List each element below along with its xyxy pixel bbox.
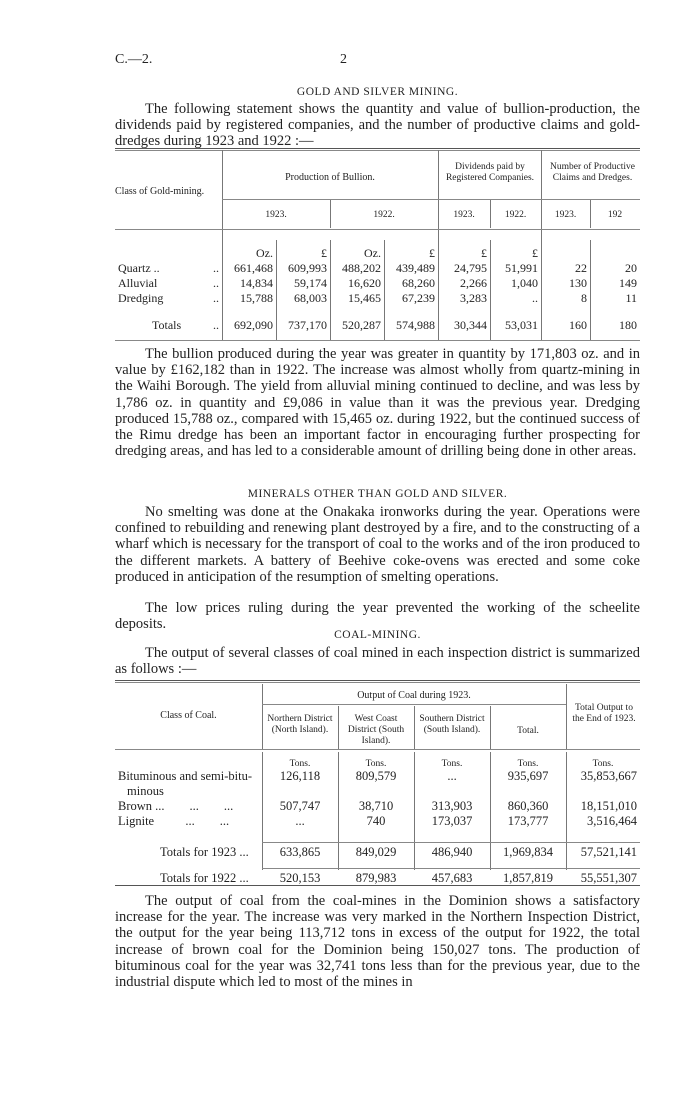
minerals-paragraph-2: The low prices ruling during the year prevented the working of the scheelite deposits.: [115, 600, 640, 633]
table-row: Lignite ... ... ... 740 173,037 173,777 3,516,464: [118, 814, 637, 828]
coal-section-title: COAL-MINING.: [334, 629, 421, 641]
coal-header-south: Southern District (South Island).: [419, 714, 485, 735]
minerals-section-title: MINERALS OTHER THAN GOLD AND SILVER.: [247, 488, 508, 500]
totals-row: Totals .. 692,090 737,170 520,287 574,988 30,344 53,031 160 180: [152, 318, 637, 332]
gold-header-class: Class of Gold-mining.: [115, 186, 205, 197]
unit-oz-1922: Oz.: [364, 246, 381, 260]
gold-year-1923-dividends: 1923.: [453, 210, 475, 220]
coal-header-north: Northern District (North Island).: [267, 714, 333, 735]
gold-header-number: Number of Productive Claims and Dredges.: [550, 162, 635, 183]
coal-header-total: Total.: [517, 726, 539, 736]
table-row: Bituminous and semi-bitu- 126,118 809,579 ... 935,697 35,853,667: [118, 769, 637, 783]
gold-section-title: GOLD AND SILVER MINING.: [296, 86, 459, 98]
gold-year-1923-number: 1923.: [554, 210, 577, 220]
totals-row: Totals for 1923 ... 633,865 849,029 486,940 1,969,834 57,521,141: [160, 844, 637, 859]
unit-oz-1923: Oz.: [256, 246, 273, 260]
unit-pound-div-1922: £: [532, 246, 538, 260]
table-row: Alluvial .. 14,834 59,174 16,620 68,260 2,266 1,040 130 149: [118, 276, 637, 290]
unit-tons: Tons.: [289, 758, 311, 769]
gold-year-1922-number: 192: [607, 210, 623, 220]
coal-intro: The output of several classes of coal mined in each inspection district is summarized as follows :—: [115, 645, 640, 678]
coal-header-output: Output of Coal during 1923.: [357, 690, 471, 701]
unit-tons: Tons.: [365, 758, 387, 769]
minerals-paragraph-1: No smelting was done at the Onakaka ironworks during the year. Operations were confined to rebuilding and renewing plant destroyed by a fire, and to the constructing of a wharf which is necessary for the transport of coal to the works and of the iron produced to the different markets. A battery of Beehive coke-ovens was erected and some coke produced in anticipation of the resumption of smelting operations.: [115, 504, 640, 585]
gold-paragraph: The bullion produced during the year was greater in quantity by 171,803 oz. and in value by £162,182 than in 1922. The increase was almost wholly from quartz-mining in the Waihi Borough. The yield from alluvial mining continued to decline, and was less by 1,786 oz. in quantity and £9,086 in value than it was the previous year. Dredging produced 15,788 oz., compared with 15,465 oz. during 1922, but the continued success of the Rimu dredge has been an important factor in encouraging further prospecting for dredging areas, and has led to a considerable amount of drilling being done in other areas.: [115, 346, 640, 460]
unit-tons: Tons.: [441, 758, 463, 769]
gold-header-dividends: Dividends paid by Registered Companies.: [445, 162, 535, 183]
gold-year-1923-production: 1923.: [265, 210, 287, 220]
coal-paragraph: The output of coal from the coal-mines in the Dominion shows a satisfactory increase for the year. The increase was very marked in the Northern Inspection District, the output for the year being 113,712 tons in excess of the output for 1922, the total increase of brown coal for the Dominion being 150,027 tons. The production of bituminous coal for the year was 32,741 tons less than for the previous year, due to the industrial dispute which led to most of the mines in: [115, 893, 640, 991]
gold-year-1922-production: 1922.: [373, 210, 395, 220]
unit-pound-1923: £: [321, 246, 327, 260]
page-number: 2: [340, 52, 347, 67]
table-row: Quartz .. .. 661,468 609,993 488,202 439,489 24,795 51,991 22 20: [118, 261, 637, 275]
page-reference: C.—2.: [115, 52, 153, 67]
coal-header-total-output: Total Output to the End of 1923.: [572, 703, 636, 724]
unit-pound-1922: £: [429, 246, 435, 260]
gold-header-production: Production of Bullion.: [285, 172, 375, 183]
coal-header-west: West Coast District (South Island).: [347, 714, 405, 746]
unit-pound-div-1923: £: [481, 246, 487, 260]
totals-row: Totals for 1922 ... 520,153 879,983 457,683 1,857,819 55,551,307: [160, 870, 637, 885]
gold-intro: The following statement shows the quantity and value of bullion-production, the dividends paid by registered companies, and the number of productive claims and gold-dredges during 1923 and 1922 :—: [115, 101, 640, 150]
coal-header-class: Class of Coal.: [160, 710, 217, 721]
unit-tons: Tons.: [592, 758, 614, 769]
unit-tons: Tons.: [517, 758, 539, 769]
table-row: Brown ... ... ... 507,747 38,710 313,903 860,360 18,151,010: [118, 799, 637, 813]
gold-year-1922-dividends: 1922.: [504, 210, 527, 220]
table-row: Dredging .. 15,788 68,003 15,465 67,239 3,283 .. 8 11: [118, 291, 637, 305]
